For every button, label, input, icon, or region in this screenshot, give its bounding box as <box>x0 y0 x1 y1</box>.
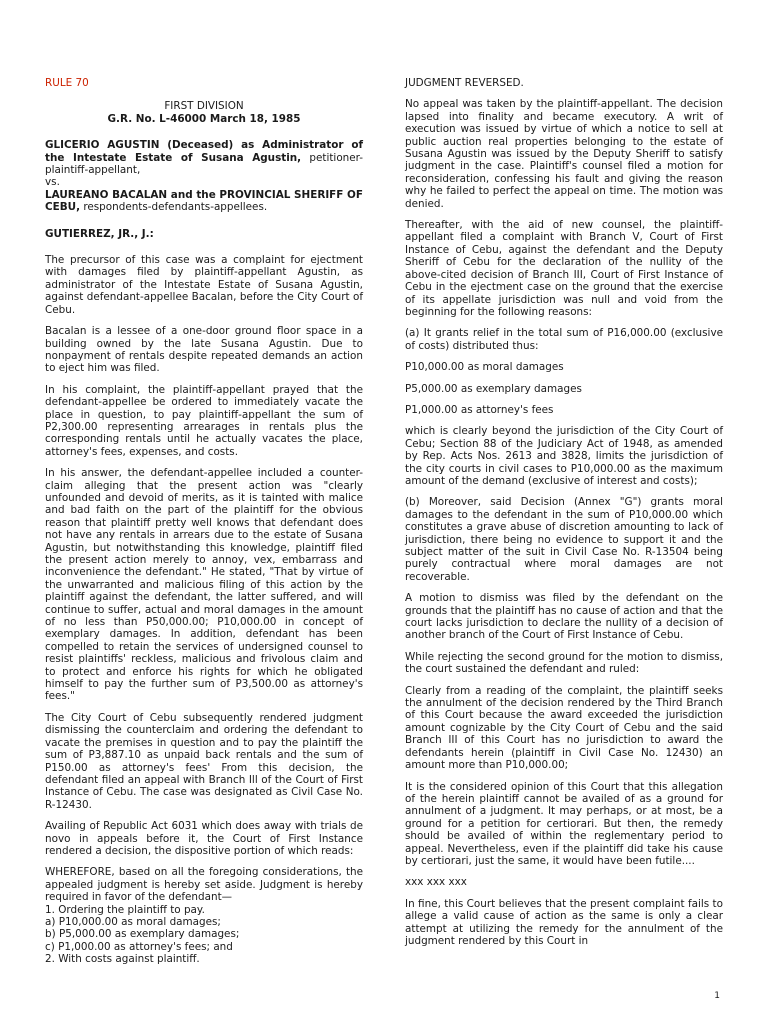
list-item: a) P10,000.00 as moral damages; <box>45 915 221 928</box>
paragraph: In fine, this Court believes that the present complaint fails to allege a valid cause of action as the same is only a clear attempt at utilizing the remedy for the annulment of the judgment rendered by this Court in <box>405 897 723 947</box>
paragraph: In his complaint, the plaintiff-appellant prayed that the defendant-appellee be ordered to immediately vacate the place in question, to pay plaintiff-appellant the sum of P2,300.00 representing arrearages in rentals plus the corresponding rentals until he actually vacates the place, attorney's fees, expenses, and costs. <box>45 383 363 458</box>
list-item: 1. Ordering the plaintiff to pay. <box>45 903 205 916</box>
list-item: 2. With costs against plaintiff. <box>45 953 200 966</box>
paragraph: While rejecting the second ground for the motion to dismiss, the court sustained the defendant and ruled: <box>405 650 723 676</box>
amount-line: P1,000.00 as attorney's fees <box>405 403 554 416</box>
paragraph: In his answer, the defendant-appellee included a counter-claim alleging that the present action was "clearly unfounded and devoid of merits, as it is tainted with malice and bad faith on the part of the plaintiff for the obvious reason that plaintiff pretty well knows that defendant does not have any rentals in arrears due to the estate of Susana Agustin, but notwithstanding this knowledge, plaintiff filed the present action merely to annoy, vex, embarrass and inconvenience the defendant." He stated, "That by virtue of the unwarranted and malicious filing of this action by the plaintiff against the defendant, the latter suffered, and will continue to suffer, actual and moral damages in the amount of no less than P50,000.00; P10,000.00 in concept of exemplary damages. In addition, defendant has been compelled to retain the services of undersigned counsel to resist plaintiffs' reckless, malicious and frivolous claim and to protect and enforce his rights for which he obligated himself to pay the further sum of P3,500.00 as attorney's fees." <box>45 467 363 703</box>
list-item: c) P1,000.00 as attorney's fees; and <box>45 940 233 953</box>
right-column <box>405 77 723 956</box>
case-number: G.R. No. L-46000 March 18, 1985 <box>107 112 301 125</box>
paragraph: Clearly from a reading of the complaint, the plaintiff seeks the annulment of the decision rendered by the Third Branch of this Court because the award exceeded the jurisdiction amount cognizable by the City Court of Cebu and the said Branch III of this Court has no jurisdiction to award the defendants herein (plaintiff in Civil Case No. 12430) an amount more than P10,000.00; <box>405 684 723 772</box>
paragraph: JUDGMENT REVERSED. <box>405 77 524 89</box>
amount-line: P10,000.00 as moral damages <box>405 361 564 374</box>
paragraph: The precursor of this case was a complaint for ejectment with damages filed by plaintiff-appellant Agustin, as administrator of the Intestate Estate of Susana Agustin, against defendant-appellee Bacalan, before the City Court of Cebu. <box>45 254 363 316</box>
case-parties <box>45 139 363 213</box>
respondent-line <box>45 189 363 214</box>
paragraph: No appeal was taken by the plaintiff-appellant. The decision lapsed into finality and became executory. A writ of execution was issued by virtue of which a notice to sell at public auction real properties belonging to the estate of Susana Agustin was issued by the Deputy Sheriff to satisfy judgment in the case. Plaintiff's counsel filed a motion for reconsideration, confessing his fault and giving the reason why he failed to perfect the appeal on time. The motion was denied. <box>405 98 723 210</box>
versus: vs. <box>45 176 60 189</box>
rule-label: RULE 70 <box>45 77 89 89</box>
paragraph: WHEREFORE, based on all the foregoing considerations, the appealed judgment is hereby set aside. Judgment is hereby required in favor of the defendant— <box>45 866 363 904</box>
paragraph: which is clearly beyond the jurisdiction of the City Court of Cebu; Section 88 of the Judiciary Act of 1948, as amended by Rep. Acts Nos. 2613 and 3828, limits the jurisdiction of the city courts in civil cases to P10,000.00 as the maximum amount of the demand (exclusive of interest and costs); <box>405 425 723 487</box>
paragraph: It is the considered opinion of this Court that this allegation of the herein plaintiff cannot be availed of as a ground for annulment of a judgment. It may perhaps, or at most, be a ground for a petition for certiorari. But then, the remedy should be availed of within the reglementary period to appeal. Nevertheless, even if the plaintiff did take his cause by certiorari, just the same, it would have been futile.... <box>405 780 723 867</box>
paragraph: Thereafter, with the aid of new counsel, the plaintiff-appellant filed a complaint with Branch V, Court of First Instance of Cebu, against the defendant and the Deputy Sheriff of Cebu for the declaration of the nullity of the above-cited decision of Branch III, Court of First Instance of Cebu in the ejectment case on the ground that the exercise of its appellate jurisdiction was null and void from the beginning for the following reasons: <box>405 219 723 318</box>
amount-line: P5,000.00 as exemplary damages <box>405 382 582 395</box>
petitioner-role: petitioner-plaintiff-appellant, <box>45 151 364 177</box>
ponente: GUTIERREZ, JR., J.: <box>45 227 154 240</box>
paragraph: (b) Moreover, said Decision (Annex "G") grants moral damages to the defendant in the sum of P10,000.00 which constitutes a grave abuse of discretion amounting to lack of jurisdiction, there being no evidence to support it and the subject matter of the suit in Civil Case No. R-13504 being purely contractual where moral damages are not recoverable. <box>405 496 723 583</box>
petitioner-name: GLICERIO AGUSTIN (Deceased) as Administrator of the Intestate Estate of Susana Agustin, <box>45 139 363 164</box>
paragraph: Availing of Republic Act 6031 which does away with trials de novo in appeals before it, the Court of First Instance rendered a decision, the dispositive portion of which reads: <box>45 820 363 857</box>
division-heading: FIRST DIVISION <box>164 100 244 113</box>
respondent-name: LAUREANO BACALAN and the PROVINCIAL SHERIFF OF CEBU, <box>45 188 363 214</box>
paragraph: Bacalan is a lessee of a one-door ground floor space in a building owned by the late Susana Agustin. Due to nonpayment of rentals despite repeated demands an action to eject him was filed. <box>45 325 363 375</box>
petitioner-line <box>45 139 363 176</box>
paragraph: A motion to dismiss was filed by the defendant on the grounds that the plaintiff has no cause of action and that the court lacks jurisdiction to declare the nullity of a decision of another branch of the Court of First Instance of Cebu. <box>405 592 723 642</box>
left-column <box>45 77 363 966</box>
ellipsis-line: xxx xxx xxx <box>405 876 467 889</box>
list-item: b) P5,000.00 as exemplary damages; <box>45 928 240 941</box>
paragraph: (a) It grants relief in the total sum of P16,000.00 (exclusive of costs) distributed thus: <box>405 327 723 352</box>
page-number: 1 <box>714 991 720 1001</box>
respondent-role: respondents-defendants-appellees. <box>80 201 268 214</box>
paragraph: The City Court of Cebu subsequently rendered judgment dismissing the counterclaim and ordering the defendant to vacate the premises in question and to pay the plaintiff the sum of P3,887.10 as unpaid back rentals and the sum of P150.00 as attorney's fees' From this decision, the defendant filed an appeal with Branch Ill of the Court of First Instance of Cebu. The case was designated as Civil Case No. R-12430. <box>45 711 363 811</box>
